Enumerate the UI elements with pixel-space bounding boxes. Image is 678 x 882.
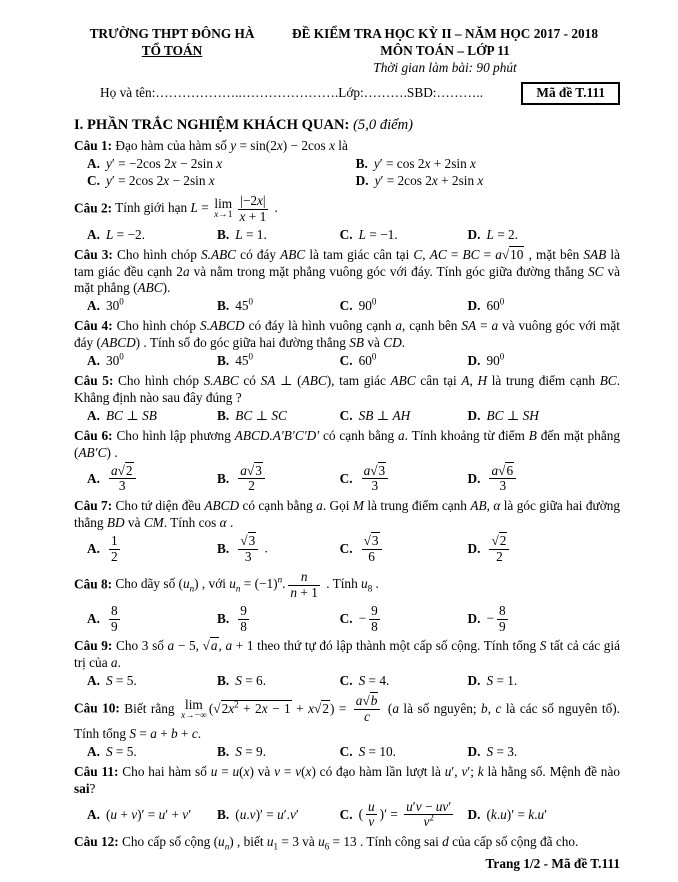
- option-D: [468, 463, 620, 496]
- option-value: $\frac{a√3}{2}$: [235, 463, 268, 496]
- option-B: [217, 533, 340, 566]
- question-block: [74, 693, 620, 761]
- option-value: $45^0$: [235, 351, 254, 369]
- duration-text: Thời gian làm bài: 90 phút: [373, 59, 517, 75]
- option-letter: A.: [87, 353, 100, 369]
- options-row: [87, 353, 620, 370]
- question-number: Câu 7:: [74, 498, 113, 514]
- option-letter: C.: [339, 226, 353, 242]
- option-D: [468, 298, 620, 315]
- option-letter: D.: [467, 673, 481, 689]
- option-B: [217, 744, 340, 761]
- option-value: $\frac{9}{8}$: [240, 602, 247, 634]
- option-value: $45^0$: [235, 296, 254, 314]
- option-D: [468, 408, 620, 425]
- question-text: Cho hai hàm số u = u(x) và v = v(x) có đạo hàm lần lượt là u′, v′; k là hằng số. Mệnh đề nào sai?: [74, 763, 620, 796]
- question-block: [74, 247, 620, 316]
- option-value: $\frac{a√6}{3}$: [486, 463, 519, 496]
- option-B: [217, 603, 340, 636]
- option-C: [340, 353, 468, 370]
- question-stem: [74, 834, 620, 851]
- page-header: [74, 26, 620, 77]
- option-A: [87, 673, 217, 690]
- question-stem: [74, 373, 620, 407]
- question-number: Câu 4:: [74, 318, 113, 334]
- option-value: SB ⊥ AH: [358, 407, 411, 423]
- option-letter: C.: [87, 172, 100, 188]
- option-letter: B.: [217, 806, 230, 822]
- question-text: Cho tứ diện đều ABCD có cạnh bằng a. Gọi M là trung điểm cạnh AB, α là góc giữa hai đường thẳng BD và CM. Tính cos α .: [74, 498, 621, 531]
- option-D: [468, 744, 620, 761]
- option-letter: B.: [217, 610, 230, 626]
- option-C: [87, 173, 356, 190]
- options-row: [87, 156, 620, 190]
- option-value: $30^0$: [105, 351, 124, 369]
- option-value: BC ⊥ SC: [235, 407, 287, 423]
- question-stem: [74, 569, 620, 602]
- option-letter: A.: [87, 155, 100, 171]
- option-value: S = 9.: [235, 743, 267, 759]
- option-value: y′ = −2cos 2x − 2sin x: [105, 155, 223, 171]
- option-letter: D.: [467, 226, 481, 242]
- option-letter: A.: [87, 298, 100, 314]
- question-number: Câu 1:: [74, 138, 113, 154]
- option-value: L = −1.: [358, 226, 398, 242]
- option-letter: D.: [467, 743, 481, 759]
- option-letter: C.: [339, 470, 353, 486]
- option-value: y′ = 2cos 2x + 2sin x: [374, 172, 484, 188]
- option-value: y′ = 2cos 2x − 2sin x: [105, 172, 215, 188]
- option-value: − $\frac{9}{8}$: [358, 602, 378, 634]
- questions: [74, 138, 620, 851]
- options-row: [87, 463, 620, 496]
- page-footer: Trang 1/2 - Mã đề T.111: [485, 856, 620, 872]
- option-value: S = 4.: [358, 673, 390, 689]
- question-text: Cho hình lập phương ABCD.A′B′C′D′ có cạnh bằng a. Tính khoảng từ điểm B đến mặt phẳng (AB′C) .: [74, 427, 621, 460]
- option-B: [217, 298, 340, 315]
- exam-code-box: Mã đề T.111: [521, 82, 620, 105]
- option-value: $\frac{√3}{6}$: [359, 533, 385, 566]
- subject-title: MÔN TOÁN – LỚP 11: [380, 42, 510, 58]
- option-value: $\frac{a√2}{3}$: [106, 463, 139, 496]
- option-letter: B.: [355, 155, 368, 171]
- option-letter: B.: [217, 407, 230, 423]
- option-B: [217, 227, 340, 244]
- option-letter: A.: [87, 470, 100, 486]
- question-block: [74, 193, 620, 244]
- option-letter: A.: [87, 226, 100, 242]
- option-A: [87, 408, 217, 425]
- option-D: [468, 353, 620, 370]
- question-stem: [74, 138, 620, 155]
- option-A: [87, 603, 217, 636]
- question-stem: [74, 193, 620, 226]
- option-value: L = −2.: [105, 226, 145, 242]
- option-letter: D.: [467, 353, 481, 369]
- question-block: [74, 318, 620, 370]
- option-letter: D.: [467, 806, 481, 822]
- question-block: [74, 764, 620, 832]
- option-letter: D.: [467, 470, 481, 486]
- option-value: S = 10.: [358, 743, 396, 759]
- option-letter: B.: [217, 673, 230, 689]
- question-text: Đạo hàm của hàm số y = sin(2x) − 2cos x là: [115, 138, 348, 154]
- option-D: [468, 673, 620, 690]
- option-B: [217, 463, 340, 496]
- question-text: Cho dãy số $(u_n)$ , với $u_n = (-1)^n$. $\frac{n}{n + 1}$ . Tính $u_8$ .: [115, 568, 379, 600]
- school-block: [74, 26, 270, 60]
- option-letter: C.: [339, 610, 353, 626]
- option-letter: B.: [217, 298, 230, 314]
- question-number: Câu 6:: [74, 427, 113, 443]
- option-C: [340, 603, 468, 636]
- option-letter: C.: [339, 353, 353, 369]
- options-row: [87, 744, 620, 761]
- option-value: $30^0$: [105, 296, 124, 314]
- question-text: Tính giới hạn L = lim x→1 $\frac{|-2x|}{x + 1}$ .: [115, 192, 278, 224]
- question-stem: [74, 428, 620, 462]
- option-letter: B.: [217, 743, 230, 759]
- option-letter: C.: [339, 743, 353, 759]
- option-C: [340, 799, 468, 832]
- option-letter: A.: [87, 673, 100, 689]
- name-class-sbd-line: Họ và tên:………………..………………….Lớp:……….SBD:………..: [100, 84, 484, 100]
- option-value: S = 1.: [486, 673, 518, 689]
- option-letter: D.: [467, 407, 481, 423]
- option-value: (u + v)′ = u′ + v′: [105, 806, 192, 822]
- exam-title-block: [270, 26, 620, 77]
- question-number: Câu 9:: [74, 638, 113, 654]
- option-B: [217, 673, 340, 690]
- option-D: [468, 799, 620, 832]
- option-letter: B.: [217, 226, 230, 242]
- option-C: [340, 673, 468, 690]
- option-letter: B.: [217, 470, 230, 486]
- option-letter: C.: [339, 298, 353, 314]
- option-value: $60^0$: [358, 351, 377, 369]
- option-B: [356, 156, 620, 173]
- option-C: [340, 408, 468, 425]
- option-letter: A.: [87, 806, 100, 822]
- option-letter: D.: [467, 541, 481, 557]
- question-number: Câu 12:: [74, 834, 119, 850]
- question-stem: [74, 318, 620, 352]
- question-block: [74, 373, 620, 425]
- option-value: S = 5.: [105, 743, 137, 759]
- school-name: TRƯỜNG THPT ĐÔNG HÀ: [89, 26, 255, 41]
- option-A: [87, 227, 217, 244]
- option-letter: D.: [355, 172, 369, 188]
- question-block: [74, 834, 620, 851]
- question-stem: [74, 498, 620, 532]
- question-number: Câu 8:: [74, 576, 113, 592]
- option-value: $90^0$: [358, 296, 377, 314]
- option-letter: A.: [87, 407, 100, 423]
- option-value: BC ⊥ SB: [105, 407, 157, 423]
- options-row: [87, 227, 620, 244]
- section-points: (5,0 điểm): [353, 116, 414, 133]
- option-letter: C.: [339, 806, 353, 822]
- option-D: [468, 227, 620, 244]
- option-letter: A.: [87, 610, 100, 626]
- option-value: $60^0$: [486, 296, 505, 314]
- option-C: [340, 298, 468, 315]
- question-block: [74, 498, 620, 566]
- option-D: [468, 533, 620, 566]
- option-A: [87, 156, 356, 173]
- question-stem: [74, 693, 620, 743]
- option-A: [87, 533, 217, 566]
- option-letter: C.: [339, 673, 353, 689]
- options-row: [87, 673, 620, 690]
- question-block: [74, 428, 620, 496]
- option-C: [340, 463, 468, 496]
- question-number: Câu 5:: [74, 373, 114, 389]
- question-number: Câu 2:: [74, 200, 113, 216]
- option-value: S = 5.: [105, 673, 137, 689]
- options-row: [87, 408, 620, 425]
- question-text: Biết rằng lim x→−∞ $(√2x^2 + 2x - 1 + x√2)$ = $\frac{a√b}{c}$ (a là số nguyên; b, c là các số nguyên tố). Tính tổng S = a + b + c.: [74, 693, 620, 741]
- options-row: [87, 533, 620, 566]
- question-text: Cho hình chóp S.ABC có SA ⊥ (ABC), tam giác ABC cân tại A, H là trung điểm cạnh BC. Khẳng định nào sau đây đúng ?: [74, 373, 621, 405]
- question-stem: [74, 638, 620, 672]
- option-letter: B.: [217, 353, 230, 369]
- options-row: [87, 799, 620, 832]
- option-letter: D.: [467, 298, 481, 314]
- option-B: [217, 353, 340, 370]
- option-value: $\frac{a√3}{3}$: [359, 463, 392, 496]
- option-value: y′ = cos 2x + 2sin x: [373, 155, 476, 171]
- section-title: I. PHẦN TRẮC NGHIỆM KHÁCH QUAN:: [74, 116, 350, 133]
- option-value: (k.u)′ = k.u′: [486, 806, 548, 822]
- option-value: $\frac{8}{9}$: [110, 602, 118, 634]
- option-value: ( $\frac{u}{v}$ )′ = $\frac{u'v - uv'}{v^2}$: [358, 798, 452, 830]
- option-A: [87, 353, 217, 370]
- option-A: [87, 744, 217, 761]
- question-block: [74, 569, 620, 636]
- section-heading: [74, 116, 620, 135]
- option-D: [468, 603, 620, 636]
- option-value: $\frac{1}{2}$: [110, 533, 118, 564]
- option-B: [217, 799, 340, 832]
- option-C: [340, 744, 468, 761]
- option-value: − $\frac{8}{9}$: [486, 602, 506, 634]
- question-text: Cho cấp số cộng $(u_n)$ , biết $u_1 = 3$ và $u_6 = 13$ . Tính công sai d của cấp số cộng đã cho.: [122, 834, 579, 853]
- question-text: Cho hình chóp S.ABC có đáy ABC là tam giác cân tại C, AC = BC = a√10 , mặt bên SAB là tam giác đều cạnh 2a và nằm trong mặt phẳng vuông góc với đáy. Tính góc giữa đường thẳng SC và mặt phẳng (ABC).: [74, 246, 620, 296]
- option-D: [356, 173, 620, 190]
- option-letter: A.: [87, 743, 100, 759]
- option-letter: D.: [467, 610, 481, 626]
- option-value: BC ⊥ SH: [486, 407, 539, 423]
- option-A: [87, 463, 217, 496]
- option-letter: C.: [339, 407, 353, 423]
- exam-title: ĐỀ KIỂM TRA HỌC KỲ II – NĂM HỌC 2017 - 2018: [292, 26, 598, 41]
- option-A: [87, 298, 217, 315]
- option-value: $90^0$: [486, 351, 505, 369]
- student-info-row: [74, 82, 620, 105]
- question-text: Cho 3 số a − 5, √a, a + 1 theo thứ tự đó lập thành một cấp số cộng. Tính tổng S tất cả các giá trị của a.: [74, 638, 620, 671]
- question-number: Câu 11:: [74, 763, 119, 779]
- option-C: [340, 227, 468, 244]
- question-text: Cho hình chóp S.ABCD có đáy là hình vuông cạnh a, cạnh bên SA = a và vuông góc với mặt đáy (ABCD) . Tính số đo góc giữa hai đường thẳng SB và CD.: [74, 318, 620, 351]
- options-row: [87, 603, 620, 636]
- option-letter: B.: [217, 541, 230, 557]
- department-name: TỔ TOÁN: [141, 42, 203, 58]
- option-value: S = 6.: [235, 673, 267, 689]
- option-letter: C.: [339, 541, 353, 557]
- option-value: L = 2.: [486, 226, 518, 242]
- question-stem: [74, 247, 620, 298]
- option-value: (u.v)′ = u′.v′: [235, 806, 299, 822]
- option-value: $\frac{√3}{3}$ .: [240, 533, 268, 564]
- question-number: Câu 3:: [74, 246, 113, 262]
- option-value: S = 3.: [486, 743, 518, 759]
- option-value: $\frac{√2}{2}$: [486, 533, 512, 566]
- question-block: [74, 638, 620, 690]
- question-stem: [74, 764, 620, 798]
- question-block: [74, 138, 620, 190]
- option-B: [217, 408, 340, 425]
- option-value: L = 1.: [235, 226, 267, 242]
- option-A: [87, 799, 217, 832]
- question-number: Câu 10:: [74, 700, 120, 716]
- option-letter: A.: [87, 541, 100, 557]
- option-C: [340, 533, 468, 566]
- options-row: [87, 298, 620, 315]
